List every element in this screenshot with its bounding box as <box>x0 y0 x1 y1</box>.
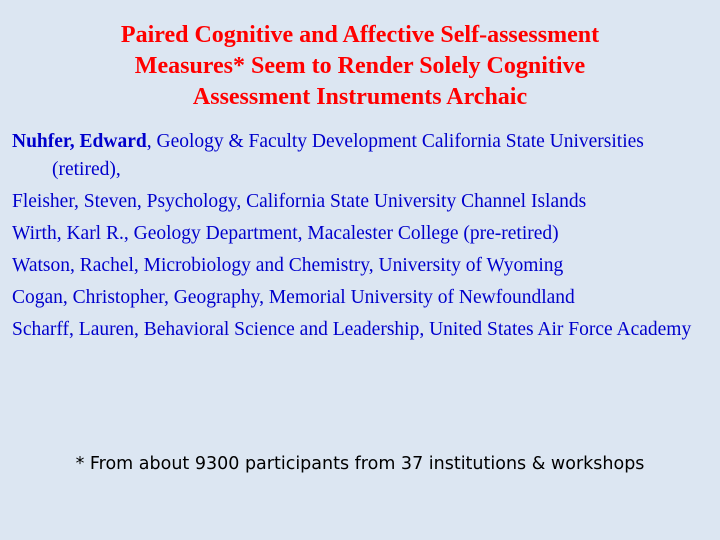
footnote: * From about 9300 participants from 37 institutions & workshops <box>75 454 645 474</box>
author-item-fleisher: Fleisher, Steven, Psychology, California State University Channel Islands <box>12 191 587 212</box>
author-item-nuhfer <box>12 128 712 184</box>
slide-title <box>40 20 680 113</box>
author-affiliation-lead: , Geology & Faculty Development California State Universities (retired), <box>52 131 644 180</box>
author-list <box>12 128 712 348</box>
author-name-lead: Nuhfer, Edward <box>12 131 147 152</box>
author-item-watson: Watson, Rachel, Microbiology and Chemistry, University of Wyoming <box>12 255 564 276</box>
author-item-wirth: Wirth, Karl R., Geology Department, Macalester College (pre-retired) <box>12 223 559 244</box>
author-item-cogan: Cogan, Christopher, Geography, Memorial University of Newfoundland <box>12 287 575 308</box>
title-line-1: Paired Cognitive and Affective Self-assessment <box>120 22 600 48</box>
title-line-3: Assessment Instruments Archaic <box>192 84 528 110</box>
author-item-scharff: Scharff, Lauren, Behavioral Science and Leadership, United States Air Force Academy <box>12 319 692 340</box>
title-line-2: Measures* Seem to Render Solely Cognitive <box>134 53 586 79</box>
